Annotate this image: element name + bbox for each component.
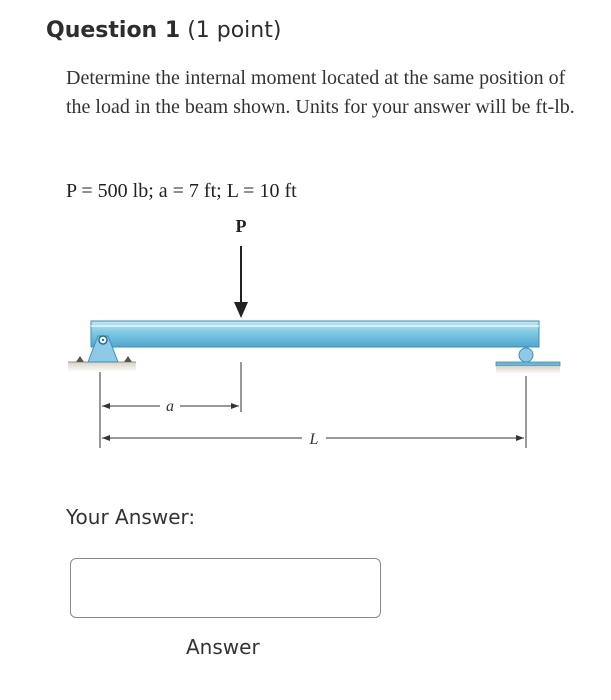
question-title <box>46 18 281 43</box>
given-values: P = 500 lb; a = 7 ft; L = 10 ft <box>66 180 297 202</box>
load-label: P <box>235 216 247 236</box>
question-prompt: Determine the internal moment located at the same position of the load in the beam shown. Units for your answer will be ft-lb. <box>66 67 575 118</box>
beam <box>91 321 539 347</box>
question-points: (1 point) <box>187 18 282 43</box>
dimension-L <box>102 431 524 448</box>
answer-input-label: Answer <box>186 635 260 659</box>
your-answer-label: Your Answer: <box>66 505 196 529</box>
answer-input[interactable] <box>70 558 381 618</box>
dimension-L-label: L <box>309 431 319 448</box>
dimension-a-label: a <box>166 398 174 415</box>
roller-support-right <box>496 348 560 374</box>
question-number: Question 1 <box>46 18 181 43</box>
dimension-a <box>102 398 239 415</box>
load-arrow <box>234 246 248 318</box>
beam-diagram <box>60 210 570 460</box>
